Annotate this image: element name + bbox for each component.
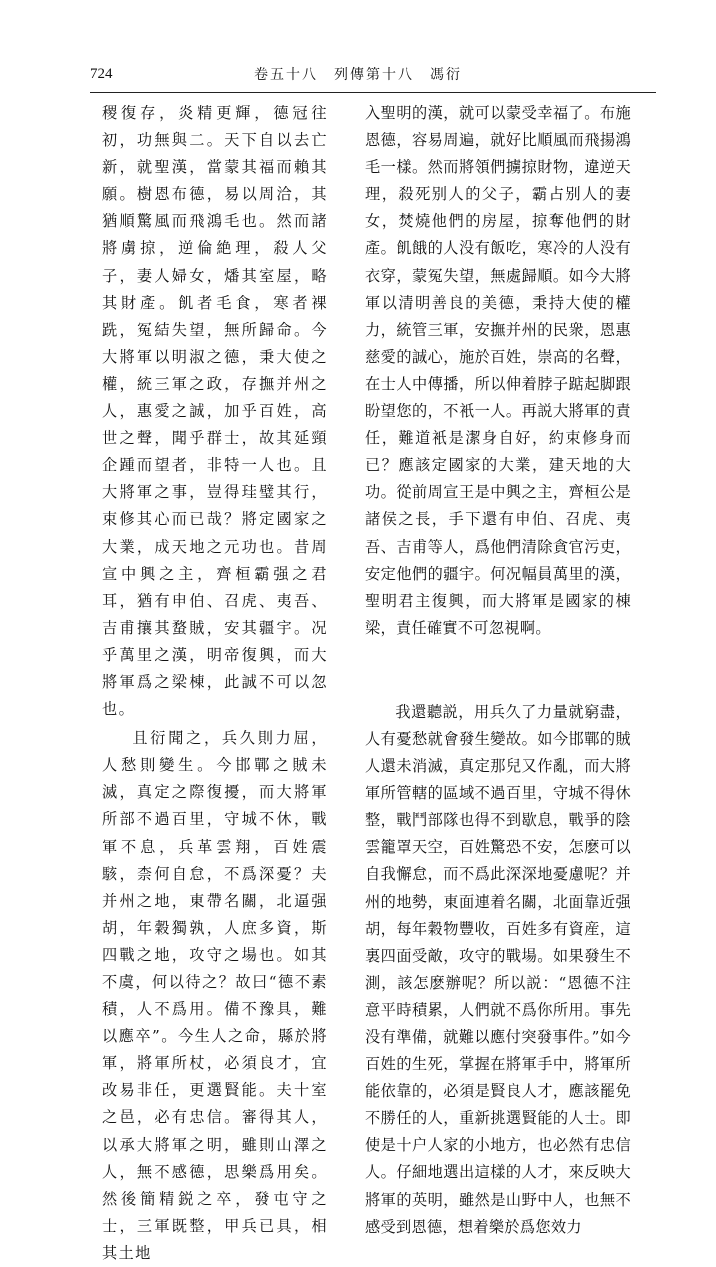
running-title: 卷五十八 列傳第十八 馮衍 xyxy=(254,67,462,83)
classical-paragraph-2: 且衍聞之，兵久則力屈，人愁則變生。今邯鄲之賊未滅，真定之際復擾，而大將軍所部不過百里，守城不休，戰軍不息，兵革雲翔，百姓震駭，柰何自怠，不爲深憂？夫并州之地，東帶名關，北逼强胡，年穀獨孰，人庶多資，斯四戰之地，攻守之場也。如其不虞，何以待之？故曰“德不素積，人不爲用。備不豫具，難以應卒”。今生人之命，縣於將軍，將軍所杖，必須良才，宜改易非任，更選賢能。夫十室之邑，必有忠信。審得其人，以承大將軍之明，雖則山澤之人，無不感德，思樂爲用矣。然後簡精鋭之卒，發屯守之士，三軍既整，甲兵已具，相其土地 xyxy=(102,729,328,1262)
page-header xyxy=(60,62,656,90)
translation-paragraph-2: 我還聽説，用兵久了力量就窮盡，人有憂愁就會發生變故。如今邯鄲的賊人還未消滅，真定那兒又作亂，而大將軍所管轄的區域不過百里，守城不得休整，戰鬥部隊也得不到歇息，戰爭的陰雲籠罩天空，百姓驚恐不安，怎麽可以自我懈怠，而不爲此深深地憂慮呢？并州的地勢，東面連着名關，北面靠近强胡，每年穀物豐收，百姓多有資産，這裏四面受敵，攻守的戰場。如果發生不測，該怎麽辦呢？所以説：“恩德不注意平時積累，人們就不爲你所用。事先没有準備，就難以應付突發事件。”如今百姓的生死，掌握在將軍手中，將軍所能依靠的，必須是賢良人才，應該罷免不勝任的人，重新挑選賢能的人士。即使是十户人家的小地方，也必然有忠信人。仔細地選出這樣的人才，來反映大將軍的英明，雖然是山野中人，也無不感受到恩德，想着樂於爲您效力 xyxy=(365,702,631,1236)
classical-text-column xyxy=(102,100,328,1267)
translation-column xyxy=(365,100,631,1241)
translation-paragraph-1: 入聖明的漢，就可以蒙受幸福了。布施恩德，容易周遍，就好比順風而飛揚鴻毛一樣。然而將領們擄掠財物，違逆天理，殺死别人的父子，霸占别人的妻女，焚燒他們的房屋，掠奪他們的財產。飢餓的人没有飯吃，寒冷的人没有衣穿，蒙冤失望，無處歸順。如今大將軍以清明善良的美德，秉持大使的權力，統管三軍，安撫并州的民衆，恩惠慈愛的誠心，施於百姓，崇高的名聲，在士人中傳播，所以伸着脖子踮起脚跟盼望您的，不衹一人。再説大將軍的責任，難道衹是潔身自好，約束修身而已？應該定國家的大業，建天地的大功。從前周宣王是中興之主，齊桓公是諸侯之長，手下還有申伯、召虎、夷吾、吉甫等人，爲他們清除貪官污吏，安定他們的疆宇。何况幅員萬里的漢，聖明君主復興，而大將軍是國家的棟梁，責任確實不可忽視啊。 xyxy=(365,104,631,637)
classical-paragraph-1: 稷復存，炎精更輝，德冠往初，功無與二。天下自以去亡新，就聖漢，當蒙其福而賴其願。樹恩布德，易以周洽，其猶順驚風而飛鴻毛也。然而諸將虜掠，逆倫絶理，殺人父子，妻人婦女，燔其室屋，略其財產。飢者毛食，寒者裸跣，冤結失望，無所歸命。今大將軍以明淑之德，秉大使之權，統三軍之政，存撫并州之人，惠愛之誠，加乎百姓，高世之聲，聞乎群士，故其延頸企踵而望者，非特一人也。且大將軍之事，豈得珪璧其行，束修其心而已哉？將定國家之大業，成天地之元功也。昔周宣中興之主，齊桓霸强之君耳，猶有申伯、召虎、夷吾、吉甫攘其蝥賊，安其疆宇。况乎萬里之漢，明帝復興，而大將軍爲之梁棟，此誠不可以忽也。 xyxy=(102,104,328,719)
header-rule xyxy=(90,92,656,93)
page-number: 724 xyxy=(90,66,113,82)
